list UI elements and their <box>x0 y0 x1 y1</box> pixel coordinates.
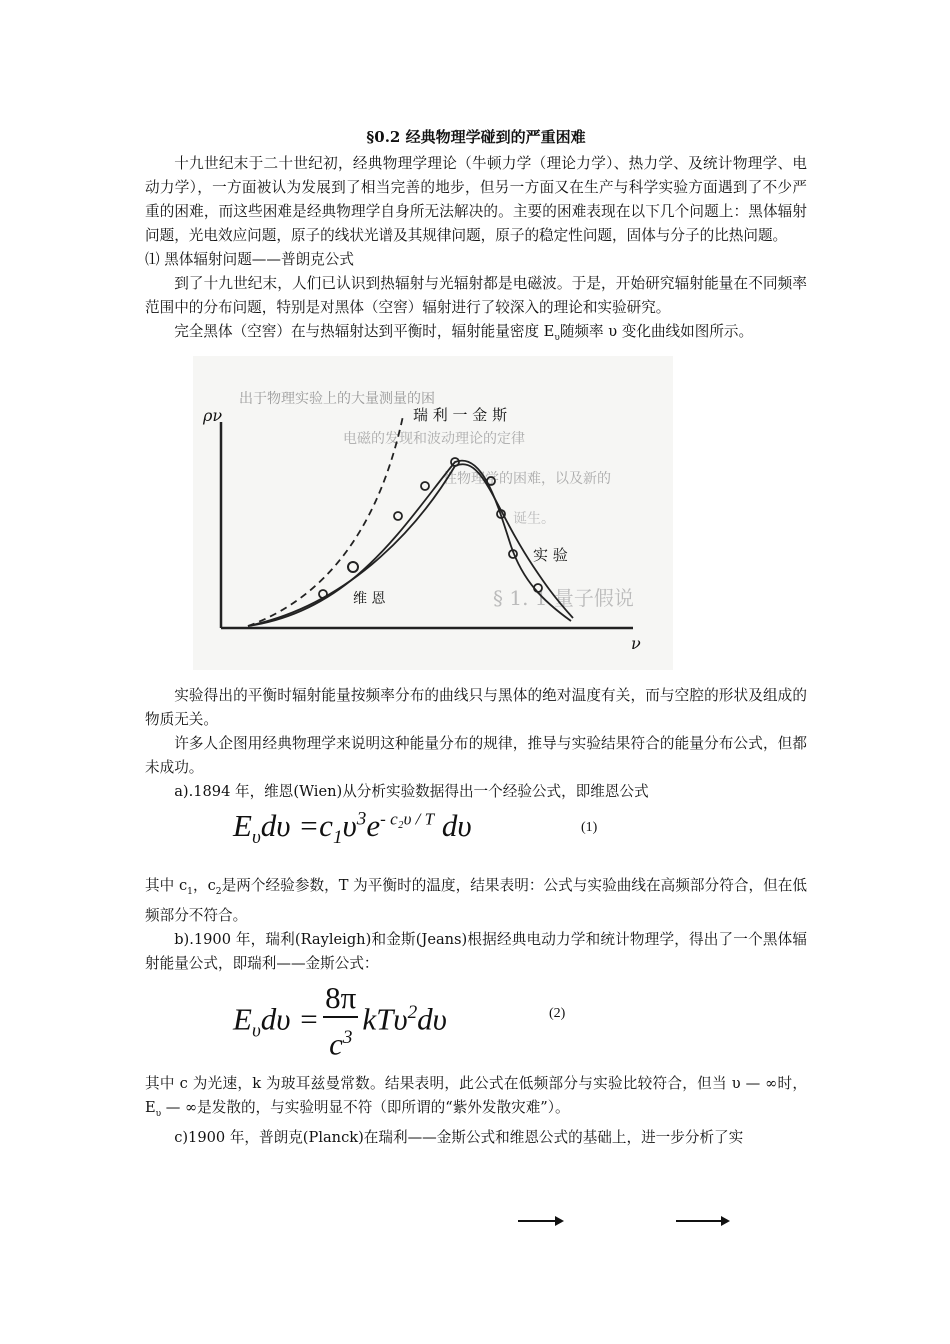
wien-formula <box>145 804 807 874</box>
paragraph-wien-result <box>145 874 807 928</box>
section-heading-blackbody: ⑴ 黑体辐射问题——普朗克公式 <box>145 251 354 268</box>
formula-superscript: 3 <box>342 1026 353 1048</box>
formula-fraction <box>323 980 358 1064</box>
formula-symbol: E <box>233 1001 252 1037</box>
text-run: 随频率 υ 变化曲线如图所示。 <box>559 323 754 340</box>
equation-number-2: (2) <box>549 1005 566 1021</box>
intro-paragraph: 十九世纪末于二十世纪初，经典物理学理论（牛顿力学（理论力学）、热力学、及统计物理学、电动力学），一方面被认为发展到了相当完善的地步，但另一方面又在生产与科学实验方面遇到了不少严重的困难，而这些困难是经典物理学自身所无法解决的。主要的困难表现在以下几个问题上：黑体辐射问题，光电效应问题，原子的线状光谱及其规律问题，原子的稳定性问题，固体与分子的比热问题。 <box>145 155 807 244</box>
paragraph-temperature-only: 实验得出的平衡时辐射能量按频率分布的曲线只与黑体的绝对温度有关，而与空腔的形状及组成的物质无关。 <box>145 686 807 728</box>
figure-bg-text-3: 性物理学的困难，以及新的 <box>443 470 611 487</box>
figure-bg-text-2: 电磁的发现和波动理论的定律 <box>343 430 525 447</box>
formula-symbol: c <box>329 1026 343 1062</box>
data-point <box>421 482 429 490</box>
formula-symbol: dυ <box>417 1001 447 1037</box>
formula-symbol: E <box>233 807 252 843</box>
rayleigh-jeans-formula <box>145 976 807 1072</box>
text-run: 其中 c <box>145 876 188 894</box>
formula-symbol: dυ <box>434 807 472 843</box>
subscript-nu: υ <box>554 332 560 343</box>
text-run: — ∞是发散的，与实验明显不符（即所谓的“紫外发散灾难”）。 <box>161 1098 570 1116</box>
paragraph-wien-intro: a).1894 年，维恩(Wien)从分析实验数据得出一个经验公式，即维恩公式 <box>174 782 649 800</box>
formula-subscript: 1 <box>332 827 343 849</box>
formula-subscript: υ <box>251 827 261 849</box>
equation-number-1: (1) <box>581 819 598 835</box>
paragraph-rayleigh-jeans-result <box>145 1072 807 1126</box>
formula-symbol: kTυ <box>362 1001 408 1037</box>
subscript: 2 <box>215 886 222 897</box>
formula-expression <box>233 980 447 1064</box>
formula-exponent: - c₂υ / T <box>380 809 435 829</box>
label-wien: 维 恩 <box>353 590 386 607</box>
paragraph-planck-intro: c)1900 年，普朗克(Planck)在瑞利——金斯公式和维恩公式的基础上，进一步分析了实 <box>174 1128 744 1146</box>
y-axis-label: ρν <box>203 405 223 425</box>
label-experiment: 实 验 <box>533 545 568 564</box>
data-point <box>319 590 327 598</box>
text-run: 是两个经验参数，T 为平衡时的温度，结果表明：公式与实验曲线在高频部分符合，但在低频部分不符合。 <box>145 876 807 924</box>
formula-symbol: dυ = <box>260 1001 320 1037</box>
annotation-arrow <box>676 1220 728 1222</box>
figure-bg-text-4: 诞生。 <box>513 510 555 527</box>
formula-superscript: 3 <box>356 808 367 830</box>
text-run: 完全黑体（空窖）在与热辐射达到平衡时，辐射能量密度 E <box>174 323 555 340</box>
formula-symbol: dυ <box>260 807 291 843</box>
formula-subscript: υ <box>251 1020 261 1042</box>
text-run: ，c <box>192 876 216 894</box>
subscript-nu: υ <box>155 1108 162 1119</box>
paragraph-rayleigh-jeans-intro: b).1900 年，瑞利(Rayleigh)和金斯(Jeans)根据经典电动力学和统计物理学，得出了一个黑体辐射能量公式，即瑞利——金斯公式： <box>145 930 807 972</box>
fraction-numerator: 8π <box>323 980 358 1018</box>
text-run: 其中 c 为光速，k 为玻耳兹曼常数。结果表明，此公式在低频部分与实验比较符合，但当 υ — ∞时，E <box>145 1074 807 1116</box>
formula-symbol: υ <box>342 807 357 843</box>
label-rayleigh-jeans: 瑞 利 一 金 斯 <box>413 405 508 424</box>
document-page <box>145 124 807 1150</box>
page-title: §0.2 经典物理学碰到的严重困难 <box>366 128 586 146</box>
formula-symbol: =c <box>290 807 333 843</box>
formula-symbol: e <box>366 807 381 843</box>
data-point <box>487 477 495 485</box>
blackbody-figure <box>193 356 673 670</box>
fraction-denominator <box>323 1018 358 1064</box>
paragraph-electromagnetic: 到了十九世纪末，人们已认识到热辐射与光辐射都是电磁波。于是，开始研究辐射能量在不同频率范围中的分布问题，特别是对黑体（空窖）辐射进行了较深入的理论和实验研究。 <box>145 275 807 316</box>
data-point <box>394 512 402 520</box>
formula-expression <box>233 808 472 849</box>
paragraph-energy-density <box>145 320 807 350</box>
subscript: 1 <box>187 886 193 897</box>
annotation-arrow <box>518 1220 562 1222</box>
x-axis-label: ν <box>631 633 641 653</box>
figure-bg-text-5: § 1. 1 量子假说 <box>493 585 634 610</box>
paragraph-classical-attempts: 许多人企图用经典物理学来说明这种能量分布的规律，推导与实验结果符合的能量分布公式，但都未成功。 <box>145 734 807 776</box>
data-point <box>348 562 358 572</box>
figure-bg-text-1: 出于物理实验上的大量测量的困 <box>239 390 435 407</box>
formula-superscript: 2 <box>407 1001 418 1023</box>
